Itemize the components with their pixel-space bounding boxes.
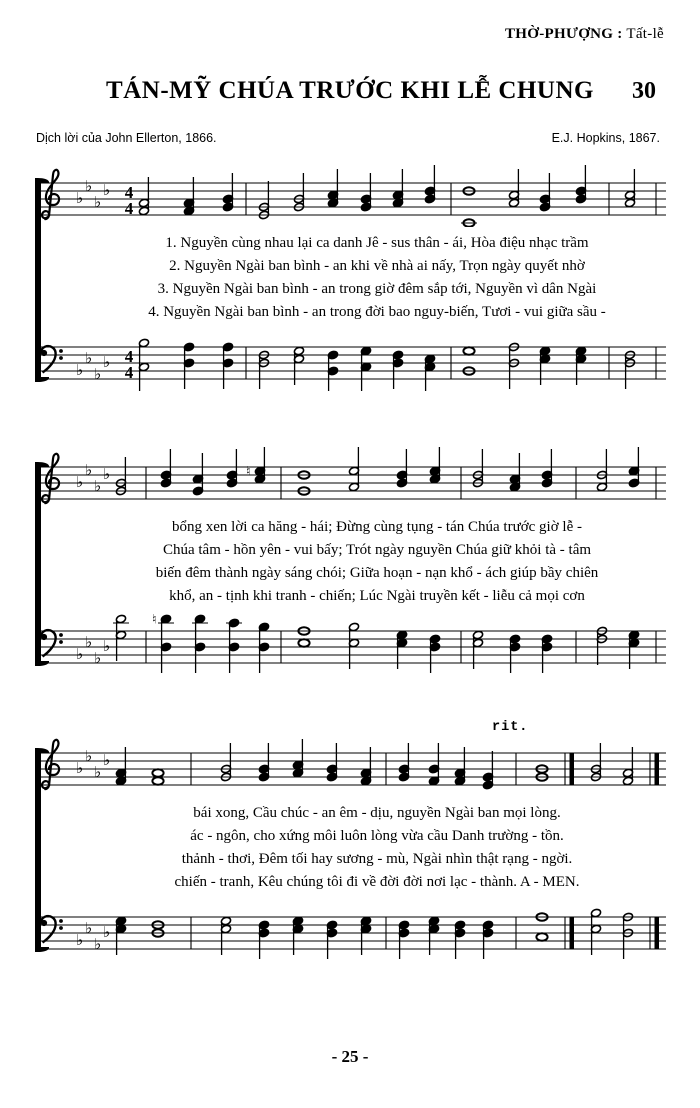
lyric-line: ác - ngôn, cho xứng môi luôn lòng vừa cầu Danh trường - tồn. xyxy=(190,828,564,844)
treble-clef xyxy=(42,740,59,789)
chord xyxy=(348,622,359,669)
chord xyxy=(392,169,403,208)
system-bracket xyxy=(35,753,41,947)
bass-clef xyxy=(41,916,63,942)
chord xyxy=(115,457,126,496)
chord xyxy=(482,920,493,959)
key-flat: ♭ xyxy=(94,935,102,953)
chord xyxy=(428,743,439,786)
chord xyxy=(429,634,440,673)
chord xyxy=(326,920,337,959)
chord xyxy=(624,350,635,389)
time-signature: 4 xyxy=(124,199,134,218)
time-signature: 4 xyxy=(124,363,134,382)
chord xyxy=(536,765,547,780)
chord xyxy=(424,354,435,391)
chord xyxy=(508,169,519,208)
chord xyxy=(472,449,483,488)
key-flat: ♭ xyxy=(103,465,111,483)
treble-staff xyxy=(36,447,668,511)
lyrics-block xyxy=(36,511,668,611)
chord xyxy=(575,165,586,204)
chord xyxy=(398,920,409,959)
chord xyxy=(258,743,269,782)
key-flat: ♭ xyxy=(85,633,93,651)
time-signature: 4 xyxy=(124,183,134,202)
key-flat: ♭ xyxy=(103,353,111,371)
chord xyxy=(360,346,371,391)
chord xyxy=(220,743,231,782)
chord xyxy=(226,449,237,488)
chord xyxy=(326,743,337,782)
key-flat: ♭ xyxy=(94,763,102,781)
chord xyxy=(160,449,171,488)
chord xyxy=(539,173,550,212)
music-system-3 xyxy=(36,720,668,961)
treble-staff xyxy=(36,733,668,797)
chord xyxy=(509,453,520,492)
chord xyxy=(396,449,407,488)
chord xyxy=(222,342,233,389)
lyricist-credit: Dịch lời của John Ellerton, 1866. xyxy=(36,131,217,145)
chord xyxy=(398,743,409,782)
chord xyxy=(392,350,403,389)
lyric-line: thảnh - thơi, Đêm tối hay sương - mù, Ngài nhìn thật rạng - ngời. xyxy=(181,851,573,867)
attribution-row xyxy=(36,131,660,145)
section-sublabel: Tất-lễ xyxy=(622,26,664,42)
chord xyxy=(298,627,309,646)
chord xyxy=(424,165,435,204)
bass-staff xyxy=(36,611,668,675)
bass-staff xyxy=(36,327,668,391)
key-flat: ♭ xyxy=(94,365,102,383)
lyric-line: 1. Nguyền cùng nhau lại ca danh Jê - sus thân - ái, Hòa điệu nhạc trầm xyxy=(165,235,589,251)
key-flat: ♭ xyxy=(76,931,84,949)
key-flat: ♭ xyxy=(85,747,93,765)
title-row xyxy=(0,77,700,105)
key-flat: ♭ xyxy=(94,649,102,667)
key-flat: ♭ xyxy=(103,751,111,769)
treble-clef xyxy=(42,170,59,219)
key-flat: ♭ xyxy=(94,477,102,495)
lyric-line: Chúa tâm - hồn yên - vui bấy; Trót ngày nguyền Chúa giữ khỏi tà - tâm xyxy=(162,542,592,558)
chord xyxy=(258,920,269,959)
music-system-2 xyxy=(36,447,668,675)
chord xyxy=(292,739,303,778)
chord xyxy=(454,920,465,959)
chord xyxy=(152,613,174,674)
composer-credit: E.J. Hopkins, 1867. xyxy=(551,131,660,145)
key-flat: ♭ xyxy=(85,349,93,367)
key-flat: ♭ xyxy=(76,645,84,663)
chord xyxy=(348,447,359,492)
lyrics-block xyxy=(36,227,668,327)
chord xyxy=(429,447,440,484)
key-flat: ♭ xyxy=(76,189,84,207)
chord xyxy=(226,618,242,673)
hymn-title: TÁN-MỸ CHÚA TRƯỚC KHI LỄ CHUNG xyxy=(106,77,594,104)
key-flat: ♭ xyxy=(85,461,93,479)
chord xyxy=(360,173,371,212)
chord xyxy=(246,447,266,484)
chord xyxy=(590,908,601,955)
key-flat: ♭ xyxy=(94,193,102,211)
lyric-line: chiến - tranh, Kêu chúng tôi đi về đời đời nơi lạc - thành. A - MEN. xyxy=(174,874,580,890)
chord xyxy=(596,449,607,492)
key-flat: ♭ xyxy=(76,759,84,777)
chord xyxy=(622,912,633,959)
chord xyxy=(624,169,635,208)
key-flat: ♭ xyxy=(76,473,84,491)
time-signature: 4 xyxy=(124,347,134,366)
running-header xyxy=(36,26,664,43)
chord xyxy=(222,173,233,212)
chord xyxy=(327,169,338,208)
chord xyxy=(258,350,269,389)
system-bracket xyxy=(35,183,41,377)
music-system-1 xyxy=(36,163,668,391)
lyric-line: bổng xen lời ca hăng - hái; Đừng cùng tụng - tán Chúa trước giờ lễ - xyxy=(172,519,582,535)
chord xyxy=(596,626,607,665)
chord xyxy=(192,614,208,673)
lyrics-block xyxy=(36,797,668,897)
accidental: ♮ xyxy=(246,464,251,480)
key-flat: ♭ xyxy=(76,361,84,379)
section-label: THỜ-PHƯỢNG : xyxy=(504,26,623,42)
system-bracket xyxy=(35,467,41,661)
chord xyxy=(590,743,601,782)
key-flat: ♭ xyxy=(103,637,111,655)
chord xyxy=(327,350,338,391)
chord xyxy=(293,173,304,212)
lyric-line: biến đêm thành ngày sáng chói; Giữa hoạn - nạn khổ - ách giúp bầy chiên xyxy=(155,565,599,581)
treble-staff xyxy=(36,163,668,227)
chord xyxy=(113,614,129,661)
chord xyxy=(258,181,269,220)
lyric-line: 4. Nguyền Ngài ban bình - an trong đời bao nguy-biến, Tươi - vui giữa sầu - xyxy=(148,304,606,320)
accidental: ♮ xyxy=(152,612,157,628)
chord xyxy=(541,449,552,488)
chord xyxy=(509,634,520,673)
chord xyxy=(482,751,493,790)
hymn-number: 30 xyxy=(632,78,656,104)
page-number: - 25 - xyxy=(331,1047,369,1066)
ritardando-marking: rit. xyxy=(492,720,529,735)
chord xyxy=(152,921,163,936)
key-flat: ♭ xyxy=(85,919,93,937)
key-flat: ♭ xyxy=(85,177,93,195)
lyric-line: bái xong, Cầu chúc - an êm - dịu, nguyền Ngài ban mọi lòng. xyxy=(193,805,561,821)
bass-clef xyxy=(41,346,63,372)
chord xyxy=(192,453,203,496)
key-flat: ♭ xyxy=(103,181,111,199)
treble-clef xyxy=(42,454,59,503)
chord xyxy=(541,634,552,673)
chord xyxy=(183,342,194,389)
chord xyxy=(138,338,149,391)
chord xyxy=(258,622,269,673)
lyric-line: khổ, an - tịnh khi tranh - chiến; Lúc Ngài truyền kết - liễu cả mọi cơn xyxy=(169,588,585,604)
key-flat: ♭ xyxy=(103,923,111,941)
bass-clef xyxy=(41,630,63,656)
chord xyxy=(508,342,519,389)
bass-staff xyxy=(36,897,668,961)
lyric-line: 3. Nguyền Ngài ban bình - an trong giờ đêm sắp tới, Nguyền vì dân Ngài xyxy=(157,281,597,297)
lyric-line: 2. Nguyền Ngài ban bình - an khi về nhà ai nấy, Trọn ngày quyết nhờ xyxy=(169,258,585,274)
